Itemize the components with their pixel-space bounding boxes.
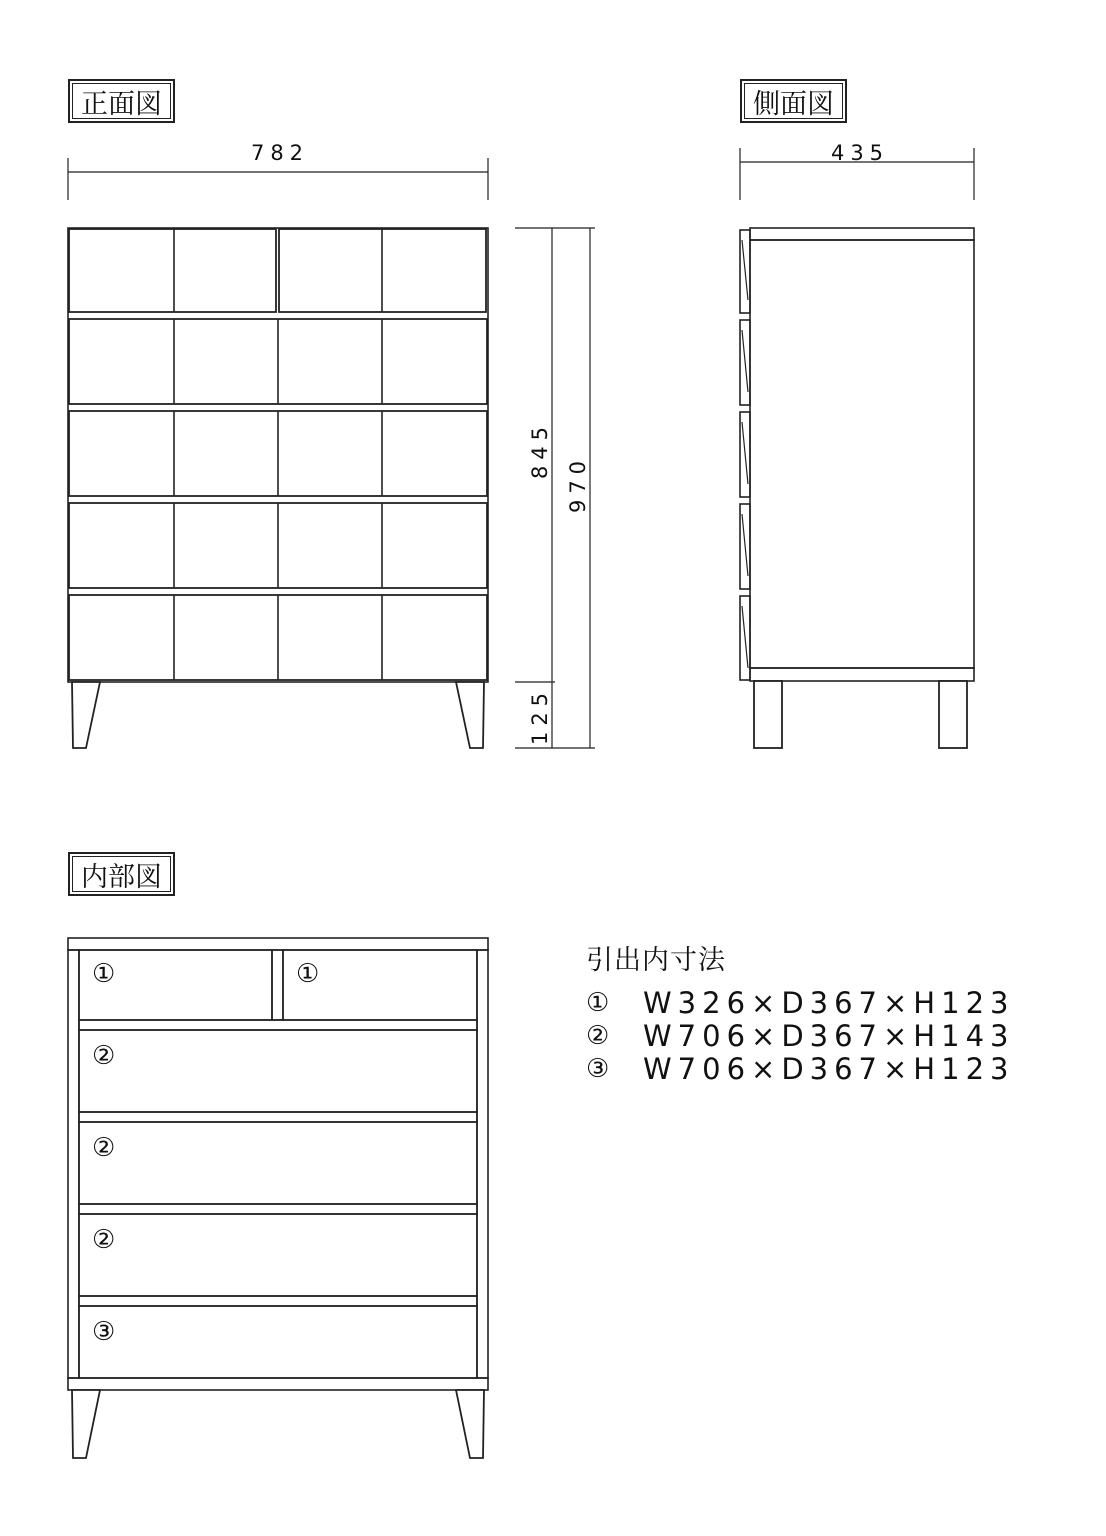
side-leg-front (754, 681, 782, 748)
front-drawer-3 (69, 411, 487, 496)
front-drawer-1-left (69, 229, 276, 312)
drawer-spec-row (586, 1053, 1086, 1086)
interior-mark-3: ③ (92, 1317, 116, 1347)
front-drawer-2 (69, 319, 487, 404)
front-view-label: 正面図 (68, 79, 175, 123)
leg-height-value: 125 (528, 686, 552, 746)
interior-mark-1a: ① (92, 959, 116, 989)
drawer-spec-mark: ② (586, 1021, 610, 1051)
front-drawer-4 (69, 503, 487, 588)
front-width-dimension (68, 141, 488, 200)
interior-view (68, 938, 488, 1458)
interior-mark-1b: ① (296, 959, 320, 989)
side-cabinet-body (750, 240, 974, 668)
total-height-value: 970 (566, 454, 590, 514)
front-width-value: 782 (250, 141, 310, 165)
front-leg-left (72, 682, 100, 748)
front-height-dimension (515, 228, 595, 748)
front-drawer-5 (69, 595, 487, 680)
side-drawer-fronts (740, 230, 750, 680)
drawer-spec-block (586, 938, 1086, 1086)
side-view-label: 側面図 (740, 79, 847, 123)
body-height-value: 845 (528, 420, 552, 480)
interior-mark-2c: ② (92, 1225, 116, 1255)
drawer-spec-row (586, 987, 1086, 1020)
interior-mark-2b: ② (92, 1133, 116, 1163)
interior-drawer-5 (79, 1306, 477, 1378)
side-depth-value: 435 (830, 141, 890, 165)
front-leg-right (456, 682, 484, 748)
drawer-spec-size: W326×D367×H123 (643, 986, 1015, 1020)
interior-mark-2a: ② (92, 1041, 116, 1071)
interior-leg-right (456, 1390, 484, 1458)
interior-leg-left (72, 1390, 100, 1458)
interior-drawer-3 (79, 1122, 477, 1204)
front-view (68, 141, 595, 748)
side-view (740, 141, 974, 748)
interior-drawer-2 (79, 1030, 477, 1112)
drawer-spec-title: 引出内寸法 (586, 945, 726, 976)
drawer-spec-row (586, 1020, 1086, 1053)
side-leg-back (939, 681, 967, 748)
interior-view-label: 内部図 (68, 852, 175, 896)
interior-drawer-4 (79, 1214, 477, 1296)
drawer-spec-mark: ① (586, 988, 610, 1018)
drawer-spec-size: W706×D367×H123 (643, 1052, 1015, 1086)
drawer-spec-size: W706×D367×H143 (643, 1019, 1015, 1053)
side-depth-dimension (740, 141, 974, 200)
drawer-spec-mark: ③ (586, 1054, 610, 1084)
